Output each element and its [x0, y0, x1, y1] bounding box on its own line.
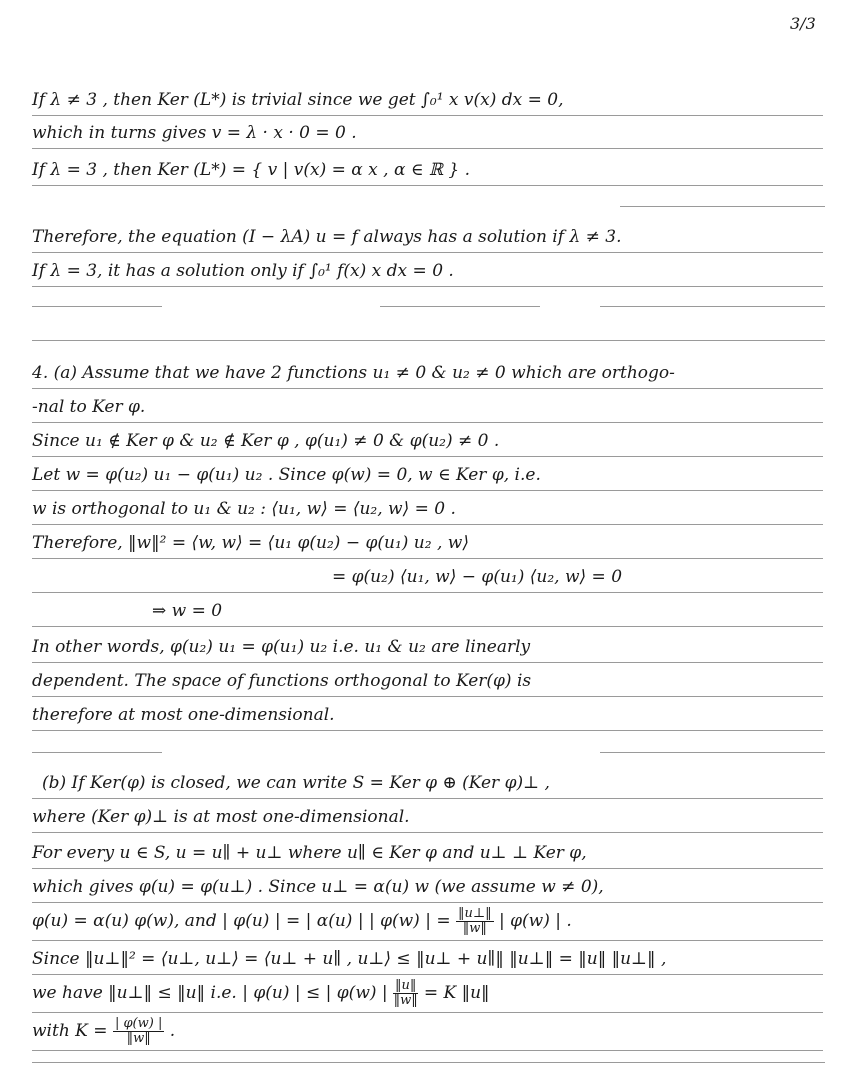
s4b-line-8-text-b: . — [169, 1021, 176, 1041]
fraction-denominator: ‖w‖ — [126, 1031, 151, 1046]
s3-line-3: If λ = 3 , then Ker (L*) = { v | v(x) = α x , α ∈ ℝ } . — [32, 155, 823, 186]
s4b-line-4: which gives φ(u) = φ(u⊥) . Since u⊥ = α(u) w (we assume w ≠ 0), — [32, 872, 823, 903]
fraction-numerator: ‖u‖ — [395, 978, 417, 994]
s4b-line-5-text-b: | φ(w) | . — [499, 911, 572, 931]
s4b-line-5 — [32, 902, 823, 941]
s4a-line-4: Let w = φ(u₂) u₁ − φ(u₁) u₂ . Since φ(w) = 0, w ∈ Ker φ, i.e. — [32, 460, 823, 491]
s4a-line-3: Since u₁ ∉ Ker φ & u₂ ∉ Ker φ , φ(u₁) ≠ 0 & φ(u₂) ≠ 0 . — [32, 426, 823, 457]
s4b-line-5-text-a: φ(u) = α(u) φ(w), and | φ(u) | = | α(u) | | φ(w) | = — [32, 911, 451, 931]
ruled-line — [620, 206, 825, 207]
s4b-line-1: (b) If Ker(φ) is closed, we can write S = Ker φ ⊕ (Ker φ)⊥ , — [32, 768, 823, 799]
fraction-numerator: | φ(w) | — [114, 1016, 163, 1032]
s3-line-5: If λ = 3, it has a solution only if ∫₀¹ f(x) x dx = 0 . — [32, 256, 823, 287]
ruled-line — [32, 306, 162, 307]
fraction-numerator: ‖u⊥‖ — [458, 906, 492, 922]
s4b-line-7-text-b: = K ‖u‖ — [423, 983, 490, 1003]
s4a-line-9: In other words, φ(u₂) u₁ = φ(u₁) u₂ i.e. u₁ & u₂ are linearly — [32, 632, 823, 663]
ruled-line — [600, 306, 825, 307]
ruled-line — [380, 306, 540, 307]
fraction — [113, 1017, 164, 1045]
s3-line-4: Therefore, the equation (I − λA) u = f always has a solution if λ ≠ 3. — [32, 222, 823, 253]
fraction — [393, 979, 418, 1007]
fraction-denominator: ‖w‖ — [462, 921, 487, 936]
s4a-line-1: 4. (a) Assume that we have 2 functions u₁ ≠ 0 & u₂ ≠ 0 which are orthogo- — [32, 358, 823, 389]
s4a-line-2: -nal to Ker φ. — [32, 392, 823, 423]
s4b-line-6: Since ‖u⊥‖² = ⟨u⊥, u⊥⟩ = ⟨u⊥ + u∥ , u⊥⟩ ≤ ‖u⊥ + u∥‖ ‖u⊥‖ = ‖u‖ ‖u⊥‖ , — [32, 944, 823, 975]
fraction — [456, 907, 494, 935]
s4a-line-5: w is orthogonal to u₁ & u₂ : ⟨u₁, w⟩ = ⟨u₂, w⟩ = 0 . — [32, 494, 823, 525]
s4a-line-7: = φ(u₂) ⟨u₁, w⟩ − φ(u₁) ⟨u₂, w⟩ = 0 — [32, 562, 823, 593]
s3-line-1: If λ ≠ 3 , then Ker (L*) is trivial since we get ∫₀¹ x v(x) dx = 0, — [32, 85, 823, 116]
page-number: 3/3 — [790, 14, 816, 33]
fraction-denominator: ‖w‖ — [393, 993, 418, 1008]
ruled-line — [32, 1062, 825, 1063]
s4b-line-7 — [32, 974, 823, 1013]
s4b-line-3: For every u ∈ S, u = u∥ + u⊥ where u∥ ∈ Ker φ and u⊥ ⊥ Ker φ, — [32, 838, 823, 869]
s4b-line-8-text-a: with K = — [32, 1021, 108, 1041]
ruled-line — [600, 752, 825, 753]
s3-line-2: which in turns gives v = λ · x · 0 = 0 . — [32, 118, 823, 149]
s4a-line-10: dependent. The space of functions orthogonal to Ker(φ) is — [32, 666, 823, 697]
s4a-line-11: therefore at most one-dimensional. — [32, 700, 823, 731]
s4b-line-2: where (Ker φ)⊥ is at most one-dimensional. — [32, 802, 823, 833]
ruled-line — [32, 340, 825, 341]
s4b-line-7-text-a: we have ‖u⊥‖ ≤ ‖u‖ i.e. | φ(u) | ≤ | φ(w) | — [32, 983, 388, 1003]
s4b-line-8 — [32, 1012, 823, 1051]
ruled-line — [32, 752, 162, 753]
s4a-line-8: ⇒ w = 0 — [32, 596, 823, 627]
s4a-line-6: Therefore, ‖w‖² = ⟨w, w⟩ = ⟨u₁ φ(u₂) − φ(u₁) u₂ , w⟩ — [32, 528, 823, 559]
